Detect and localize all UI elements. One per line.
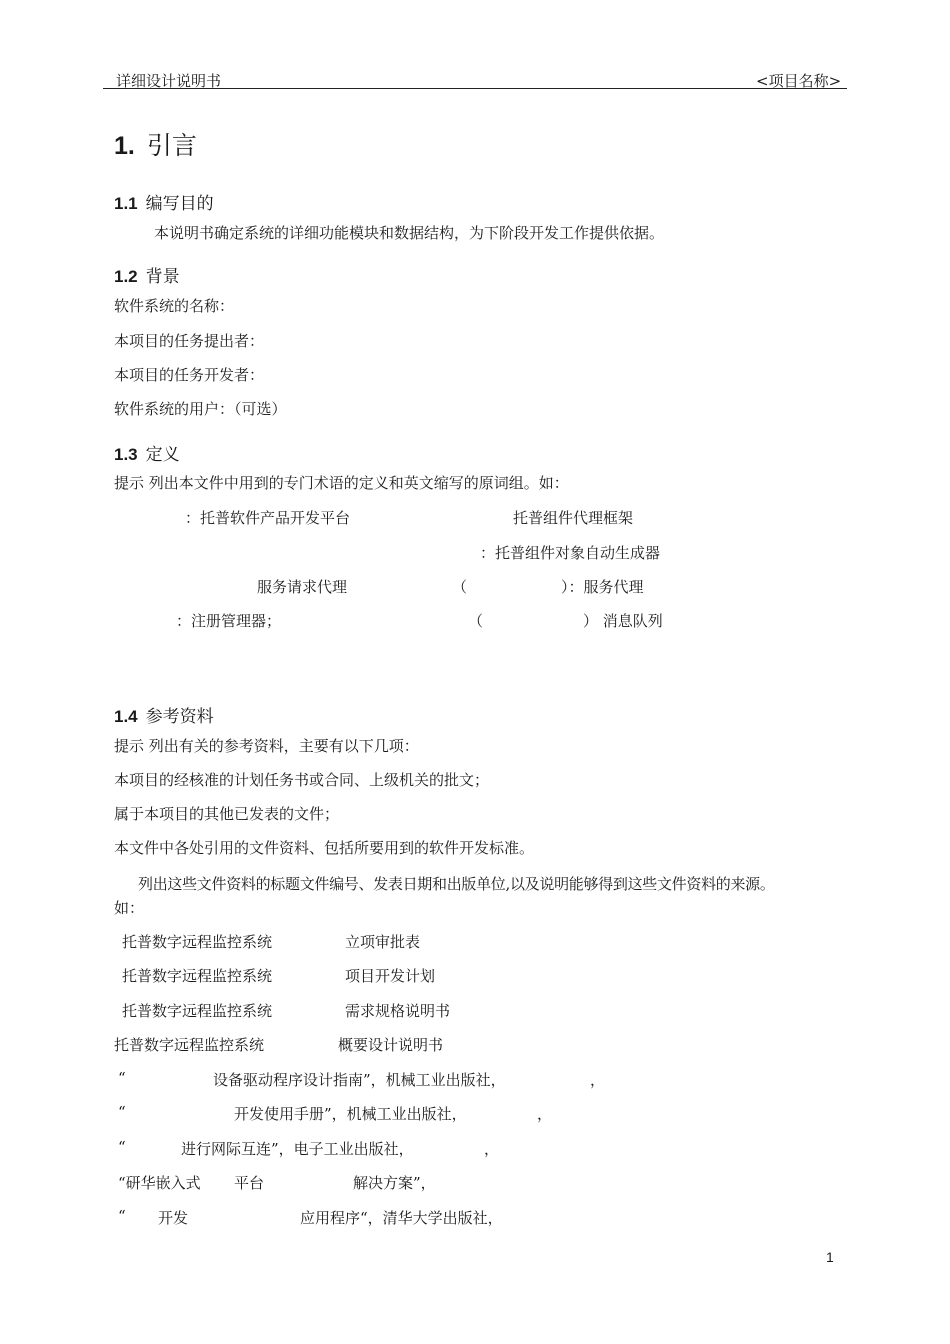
heading-1-2	[114, 262, 180, 287]
reference-line: 属于本项目的其他已发表的文件；	[114, 805, 340, 823]
heading-1-3-number: 1.3	[114, 445, 138, 464]
background-line: 本项目的任务开发者：	[114, 366, 265, 384]
purpose-text: 本说明书确定系统的详细功能模块和数据结构，为下阶段开发工作提供依据。	[154, 224, 665, 242]
ref-doc: 需求规格说明书	[345, 1002, 451, 1020]
book-ref: 应用程序“，清华大学出版社，	[300, 1209, 503, 1227]
heading-1	[114, 126, 197, 162]
background-line: 软件系统的名称：	[114, 297, 235, 315]
book-ref: 开发	[158, 1209, 189, 1227]
book-ref: 设备驱动程序设计指南”，机械工业出版社，	[213, 1071, 506, 1089]
ref-system: 托普数字远程监控系统	[114, 1036, 265, 1054]
ref-doc: 项目开发计划	[345, 967, 436, 985]
ref-system: 托普数字远程监控系统	[122, 933, 273, 951]
definition-item: ：托普组件对象自动生成器	[480, 544, 661, 562]
heading-1-1	[114, 189, 214, 214]
ref-system: 托普数字远程监控系统	[122, 1002, 273, 1020]
definition-item: （	[468, 612, 484, 630]
heading-1-number: 1.	[114, 132, 135, 160]
book-ref: ，	[537, 1105, 553, 1123]
heading-1-1-number: 1.1	[114, 194, 138, 213]
header-rule	[103, 88, 847, 89]
book-ref: “	[118, 1069, 126, 1087]
definition-item: （	[452, 578, 468, 596]
ref-system: 托普数字远程监控系统	[122, 967, 273, 985]
definition-item: 服务请求代理	[257, 578, 348, 596]
background-line: 本项目的任务提出者：	[114, 332, 265, 350]
book-ref: “研华嵌入式	[118, 1174, 201, 1192]
reference-paragraph: 列出这些文件资料的标题文件编号、发表日期和出版单位,以及说明能够得到这些文件资料的来源。	[138, 875, 775, 893]
heading-1-1-title: 编写目的	[145, 194, 214, 214]
ref-doc: 概要设计说明书	[338, 1036, 444, 1054]
definition-item: ：注册管理器；	[176, 612, 282, 630]
heading-1-3-title: 定义	[145, 445, 180, 465]
definition-item: ：托普软件产品开发平台	[185, 509, 351, 527]
book-ref: 解决方案”，	[353, 1174, 436, 1192]
book-ref: ，	[590, 1071, 606, 1089]
heading-1-4-title: 参考资料	[145, 707, 214, 727]
heading-1-2-title: 背景	[145, 267, 180, 287]
background-line: 软件系统的用户：（可选）	[114, 400, 287, 418]
reference-line: 本文件中各处引用的文件资料、包括所要用到的软件开发标准。	[114, 839, 535, 857]
definition-item: 托普组件代理框架	[513, 509, 634, 527]
header-right: <项目名称>	[756, 72, 842, 90]
definition-item: ）：服务代理	[561, 578, 644, 596]
reference-paragraph-cont: 如：	[114, 899, 145, 917]
book-ref: 进行网际互连”，电子工业出版社，	[181, 1140, 414, 1158]
heading-1-4	[114, 702, 214, 727]
book-ref: 开发使用手册”，机械工业出版社，	[234, 1105, 467, 1123]
book-ref: “	[118, 1138, 126, 1156]
book-ref: ，	[484, 1140, 500, 1158]
book-ref: “	[118, 1103, 126, 1121]
heading-1-2-number: 1.2	[114, 267, 138, 286]
book-ref: “	[118, 1207, 126, 1225]
reference-line: 提示 列出有关的参考资料，主要有以下几项：	[114, 737, 419, 755]
heading-1-3	[114, 440, 180, 465]
heading-1-title: 引言	[146, 131, 197, 160]
definition-item: ） 消息队列	[583, 612, 663, 630]
definitions-intro: 提示 列出本文件中用到的专门术语的定义和英文缩写的原词组。如：	[114, 474, 569, 492]
heading-1-4-number: 1.4	[114, 707, 138, 726]
header-left: 详细设计说明书	[116, 72, 222, 90]
ref-doc: 立项审批表	[345, 933, 421, 951]
page-number: 1	[826, 1249, 834, 1265]
reference-line: 本项目的经核准的计划任务书或合同、上级机关的批文；	[114, 771, 490, 789]
book-ref: 平台	[234, 1174, 265, 1192]
